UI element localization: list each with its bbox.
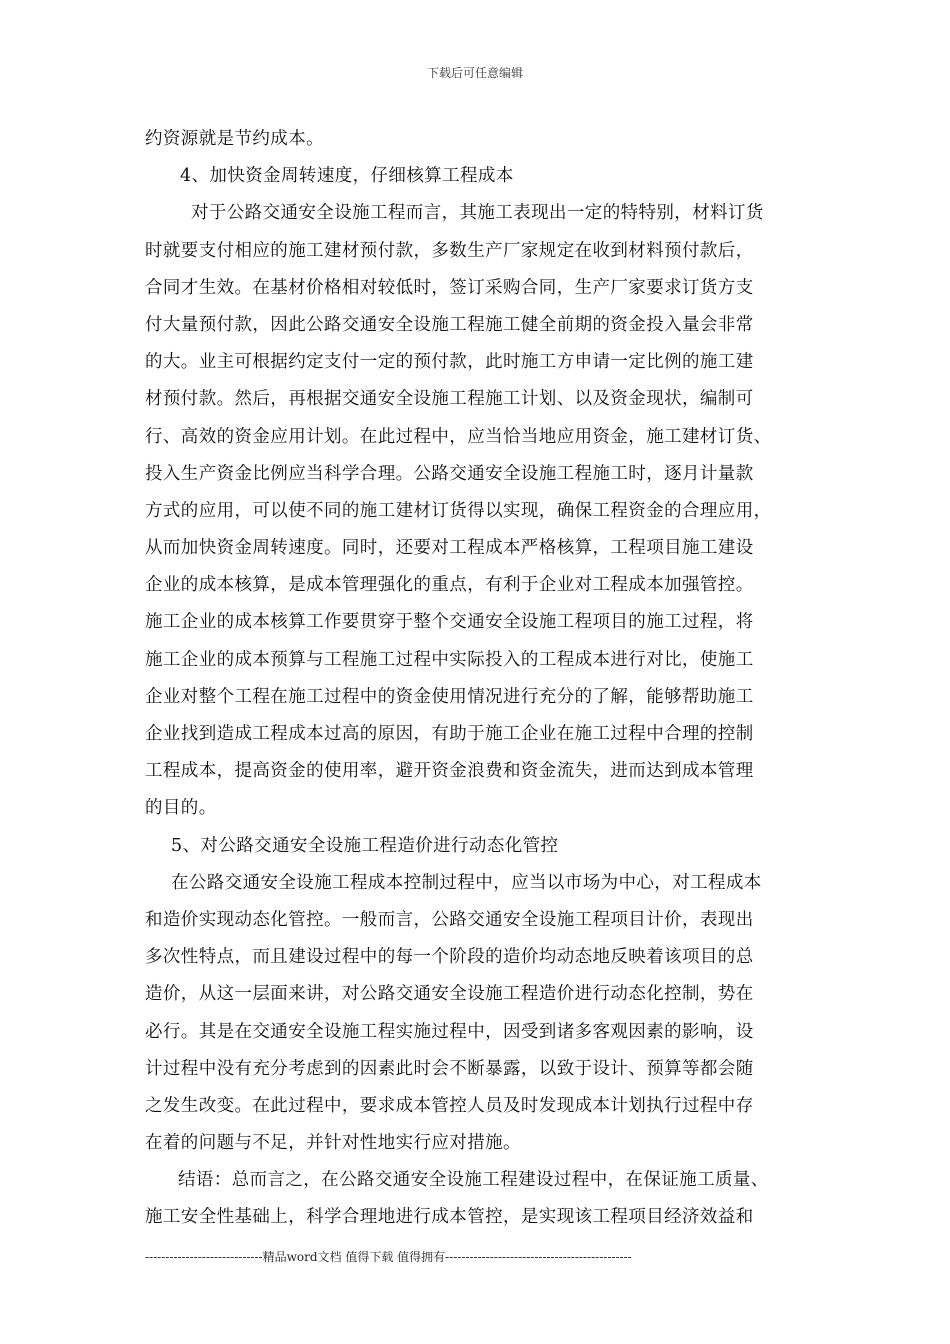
paragraph-line: 企业找到造成工程成本过高的原因，有助于施工企业在施工过程中合理的控制 xyxy=(145,724,754,744)
paragraph-line: 对于公路交通安全设施工程而言，其施工表现出一定的特特别，材料订货 xyxy=(191,203,764,224)
section-heading-4: 4、加快资金周转速度，仔细核算工程成本 xyxy=(180,166,514,187)
paragraph-line: 造价，从这一层面来讲，对公路交通安全设施工程造价进行动态化控制，势在 xyxy=(145,984,754,1005)
paragraph-line: 时就要支付相应的施工建材预付款，多数生产厂家规定在收到材料预付款后， xyxy=(145,240,754,261)
paragraph-line: 方式的应用，可以使不同的施工建材订货得以实现，确保工程资金的合理应用， xyxy=(145,500,772,521)
paragraph-line: 施工企业的成本预算与工程施工过程中实际投入的工程成本进行对比，使施工 xyxy=(145,649,754,670)
paragraph-line: 合同才生效。在基材价格相对较低时，签订采购合同，生产厂家要求订货方支 xyxy=(145,277,754,298)
paragraph-line: 和造价实现动态化管控。一般而言，公路交通安全设施工程项目计价，表现出 xyxy=(145,909,754,930)
page-header: 下载后可任意编辑 xyxy=(426,66,523,80)
paragraph-line: 材预付款。然后，再根据交通安全设施工程施工计划、以及资金现状，编制可 xyxy=(145,389,754,410)
page-footer: -----------------------------精品word文档 值得下载 值得拥有---------------------------------------------- xyxy=(145,1250,632,1264)
paragraph-line: 企业的成本核算，是成本管理强化的重点，有利于企业对工程成本加强管控。 xyxy=(145,575,754,596)
conclusion-line: 结语：总而言之，在公路交通安全设施工程建设过程中，在保证施工质量、 xyxy=(178,1170,769,1191)
paragraph-line: 施工企业的成本核算工作要贯穿于整个交通安全设施工程项目的施工过程，将 xyxy=(145,612,754,633)
paragraph-line: 行、高效的资金应用计划。在此过程中，应当恰当地应用资金，施工建材订货、 xyxy=(145,426,772,447)
paragraph-line: 投入生产资金比例应当科学合理。公路交通安全设施工程施工时，逐月计量款 xyxy=(145,463,754,484)
paragraph-line: 在着的问题与不足，并针对性地实行应对措施。 xyxy=(145,1133,521,1154)
document-body xyxy=(145,121,810,1237)
paragraph-line: 付大量预付款，因此公路交通安全设施工程施工健全前期的资金投入量会非常 xyxy=(145,314,754,335)
paragraph-line: 在公路交通安全设施工程成本控制过程中，应当以市场为中心，对工程成本 xyxy=(171,872,762,893)
paragraph-line: 施工安全性基础上，科学合理地进行成本管控，是实现该工程项目经济效益和 xyxy=(145,1207,754,1228)
paragraph-line: 从而加快资金周转速度。同时，还要对工程成本严格核算，工程项目施工建设 xyxy=(145,538,754,559)
paragraph-line: 的目的。 xyxy=(145,798,217,819)
paragraph-line: 必行。其是在交通安全设施工程实施过程中，因受到诸多客观因素的影响，设 xyxy=(145,1021,754,1042)
paragraph-line: 计过程中没有充分考虑到的因素此时会不断暴露，以致于设计、预算等都会随 xyxy=(145,1058,754,1079)
paragraph-line: 工程成本，提高资金的使用率，避开资金浪费和资金流失，进而达到成本管理 xyxy=(145,761,754,782)
paragraph-line: 的大。业主可根据约定支付一定的预付款，此时施工方申请一定比例的施工建 xyxy=(145,352,754,373)
paragraph-line: 约资源就是节约成本。 xyxy=(145,129,324,149)
paragraph-line: 多次性特点，而且建设过程中的每一个阶段的造价均动态地反映着该项目的总 xyxy=(145,947,754,968)
section-heading-5: 5、对公路交通安全设施工程造价进行动态化管控 xyxy=(171,835,559,856)
paragraph-line: 企业对整个工程在施工过程中的资金使用情况进行充分的了解，能够帮助施工 xyxy=(145,686,754,707)
paragraph-line: 之发生改变。在此过程中，要求成本管控人员及时发现成本计划执行过程中存 xyxy=(145,1095,754,1116)
